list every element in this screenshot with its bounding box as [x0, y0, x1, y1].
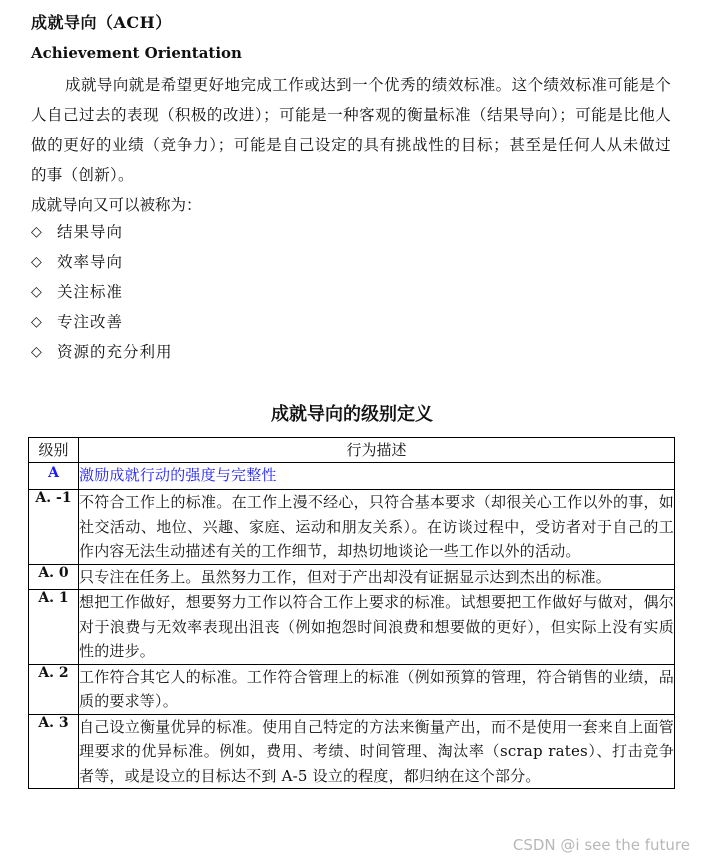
alias-list	[31, 217, 173, 367]
table-row	[29, 564, 675, 590]
description-cell: 不符合工作上的标准。在工作上漫不经心，只符合基本要求（却很关心工作以外的事，如社交活动、地位、兴趣、家庭、运动和朋友关系）。在访谈过程中，受访者对于自己的工作内容无法生动描述有关的工作细节，却热切地谈论一些工作以外的活动。	[79, 490, 675, 565]
description-cell: 工作符合其它人的标准。工作符合管理上的标准（例如预算的管理，符合销售的业绩，品质的要求等）。	[79, 664, 675, 714]
column-header-level: 级别	[29, 438, 79, 463]
column-header-description: 行为描述	[79, 438, 675, 463]
alias-intro: 成就导向又可以被称为：	[31, 196, 202, 214]
table-header-row	[29, 438, 675, 463]
category-level: A	[29, 463, 79, 490]
diamond-bullet-icon: ◇	[31, 224, 42, 240]
table-row	[29, 714, 675, 789]
level-cell: A. 2	[29, 664, 79, 714]
section-title: 成就导向（ACH）	[31, 13, 172, 32]
description-cell: 只专注在任务上。虽然努力工作，但对于产出却没有证据显示达到杰出的标准。	[79, 564, 675, 590]
category-description: 激励成就行动的强度与完整性	[79, 463, 675, 490]
watermark: CSDN @i see the future	[512, 836, 690, 854]
level-definition-table	[28, 437, 675, 789]
level-cell: A. -1	[29, 490, 79, 565]
category-row	[29, 463, 675, 490]
list-item: ◇ 效率导向	[31, 247, 173, 277]
description-cell: 想把工作做好，想要努力工作以符合工作上要求的标准。试想要把工作做好与做对，偶尔对于浪费与无效率表现出沮丧（例如抱怨时间浪费和想要做的更好），但实际上没有实质性的进步。	[79, 590, 675, 665]
table-row	[29, 490, 675, 565]
level-cell: A. 1	[29, 590, 79, 665]
list-item: ◇ 关注标准	[31, 277, 173, 307]
table-row	[29, 664, 675, 714]
intro-paragraph: 成就导向就是希望更好地完成工作或达到一个优秀的绩效标准。这个绩效标准可能是个人自己过去的表现（积极的改进）；可能是一种客观的衡量标准（结果导向）；可能是比他人做的更好的业绩（竞争力）；可能是自己设定的具有挑战性的目标；甚至是任何人从未做过的事（创新）。	[31, 76, 671, 184]
table-title: 成就导向的级别定义	[271, 404, 433, 425]
section-subtitle: Achievement Orientation	[31, 44, 242, 62]
diamond-bullet-icon: ◇	[31, 254, 42, 270]
list-item: ◇ 资源的充分利用	[31, 337, 173, 367]
level-cell: A. 3	[29, 714, 79, 789]
table-row	[29, 590, 675, 665]
description-cell: 自己设立衡量优异的标准。使用自己特定的方法来衡量产出，而不是使用一套来自上面管理要求的优异标准。例如，费用、考绩、时间管理、淘汰率（scrap rates）、打击竞争者等，或是设立的目标达不到 A-5 设立的程度，都归纳在这个部分。	[79, 714, 675, 789]
list-item: ◇ 结果导向	[31, 217, 173, 247]
level-cell: A. 0	[29, 564, 79, 590]
list-item: ◇ 专注改善	[31, 307, 173, 337]
diamond-bullet-icon: ◇	[31, 314, 42, 330]
diamond-bullet-icon: ◇	[31, 344, 42, 360]
diamond-bullet-icon: ◇	[31, 284, 42, 300]
